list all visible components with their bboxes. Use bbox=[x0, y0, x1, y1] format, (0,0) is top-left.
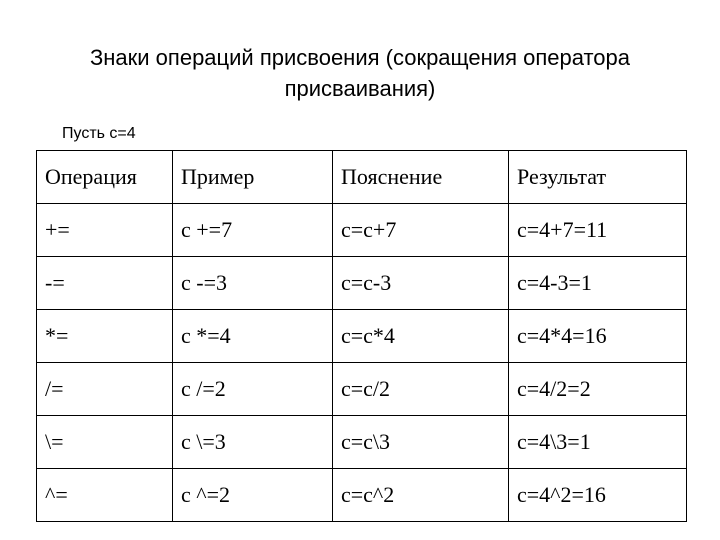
cell-operation: \= bbox=[37, 416, 173, 469]
cell-explanation: c=c/2 bbox=[333, 363, 509, 416]
cell-example: c \=3 bbox=[173, 416, 333, 469]
cell-example: c ^=2 bbox=[173, 469, 333, 522]
table-row bbox=[37, 416, 687, 469]
header-explanation: Пояснение bbox=[333, 151, 509, 204]
cell-result: c=4^2=16 bbox=[509, 469, 687, 522]
slide-title-line-1: Знаки операций присвоения (сокращения оператора bbox=[89, 45, 631, 70]
cell-operation: += bbox=[37, 204, 173, 257]
slide-title bbox=[0, 42, 720, 104]
table-row bbox=[37, 310, 687, 363]
cell-result: c=4\3=1 bbox=[509, 416, 687, 469]
cell-example: c /=2 bbox=[173, 363, 333, 416]
cell-explanation: c=c\3 bbox=[333, 416, 509, 469]
cell-result: c=4+7=11 bbox=[509, 204, 687, 257]
cell-explanation: c=c*4 bbox=[333, 310, 509, 363]
table-header-row bbox=[37, 151, 687, 204]
cell-example: c *=4 bbox=[173, 310, 333, 363]
cell-example: c -=3 bbox=[173, 257, 333, 310]
header-operation: Операция bbox=[37, 151, 173, 204]
cell-operation: *= bbox=[37, 310, 173, 363]
cell-explanation: c=c+7 bbox=[333, 204, 509, 257]
cell-result: c=4/2=2 bbox=[509, 363, 687, 416]
cell-operation: /= bbox=[37, 363, 173, 416]
table-row bbox=[37, 363, 687, 416]
table-row bbox=[37, 469, 687, 522]
header-example: Пример bbox=[173, 151, 333, 204]
cell-explanation: c=c-3 bbox=[333, 257, 509, 310]
cell-operation: -= bbox=[37, 257, 173, 310]
cell-explanation: c=c^2 bbox=[333, 469, 509, 522]
slide-title-line-2: присваивания) bbox=[284, 76, 436, 101]
cell-result: c=4-3=1 bbox=[509, 257, 687, 310]
cell-result: c=4*4=16 bbox=[509, 310, 687, 363]
header-result: Результат bbox=[509, 151, 687, 204]
cell-example: c +=7 bbox=[173, 204, 333, 257]
table-row bbox=[37, 204, 687, 257]
cell-operation: ^= bbox=[37, 469, 173, 522]
table-row bbox=[37, 257, 687, 310]
subtitle-given: Пусть с=4 bbox=[62, 125, 136, 142]
assignment-operators-table bbox=[36, 150, 687, 522]
